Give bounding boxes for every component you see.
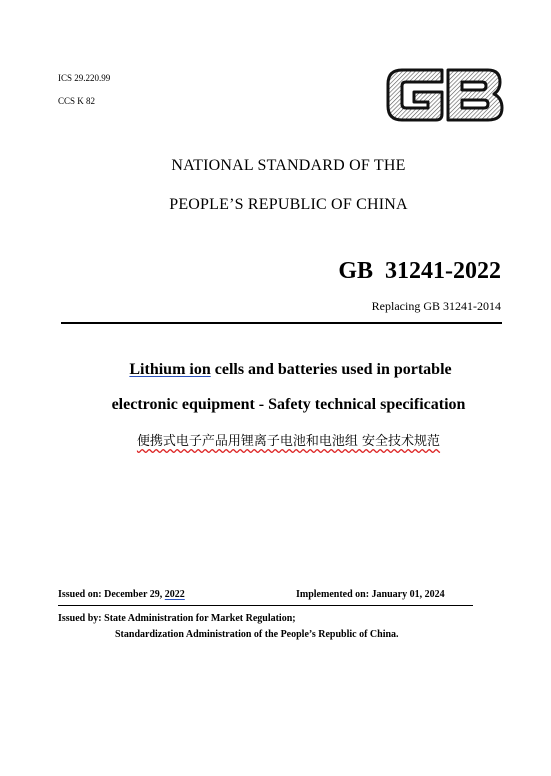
issued-by-line-2: Standardization Administration of the People’s Republic of China. bbox=[115, 629, 399, 640]
ccs-code: CCS K 82 bbox=[58, 96, 96, 106]
issued-on-year: 2022 bbox=[164, 589, 185, 600]
header-rule bbox=[61, 322, 502, 324]
replacing-note: Replacing GB 31241-2014 bbox=[371, 299, 501, 313]
gb-logo bbox=[384, 64, 506, 126]
implemented-on: Implemented on: January 01, 2024 bbox=[296, 589, 445, 600]
issued-by-line-1: Issued by: State Administration for Market Regulation; bbox=[58, 613, 296, 624]
standard-number: GB 31241-2022 bbox=[338, 258, 501, 284]
title-line-1-rest: cells and batteries used in portable bbox=[210, 361, 452, 378]
ics-code: ICS 29.220.99 bbox=[58, 73, 111, 83]
national-standard-heading: NATIONAL STANDARD OF THE bbox=[171, 157, 406, 174]
title-line-2: electronic equipment - Safety technical specification bbox=[111, 396, 466, 413]
republic-heading: PEOPLE’S REPUBLIC OF CHINA bbox=[169, 196, 408, 213]
title-chinese-text: 便携式电子产品用锂离子电池和电池组 安全技术规范 bbox=[136, 434, 441, 449]
issued-on bbox=[58, 589, 185, 600]
title-line-1 bbox=[0, 361, 551, 379]
title-underlined-term: Lithium ion bbox=[129, 361, 211, 378]
issued-on-label: Issued on: December 29, bbox=[58, 589, 165, 600]
dates-rule bbox=[58, 605, 473, 606]
title-chinese bbox=[0, 430, 551, 449]
